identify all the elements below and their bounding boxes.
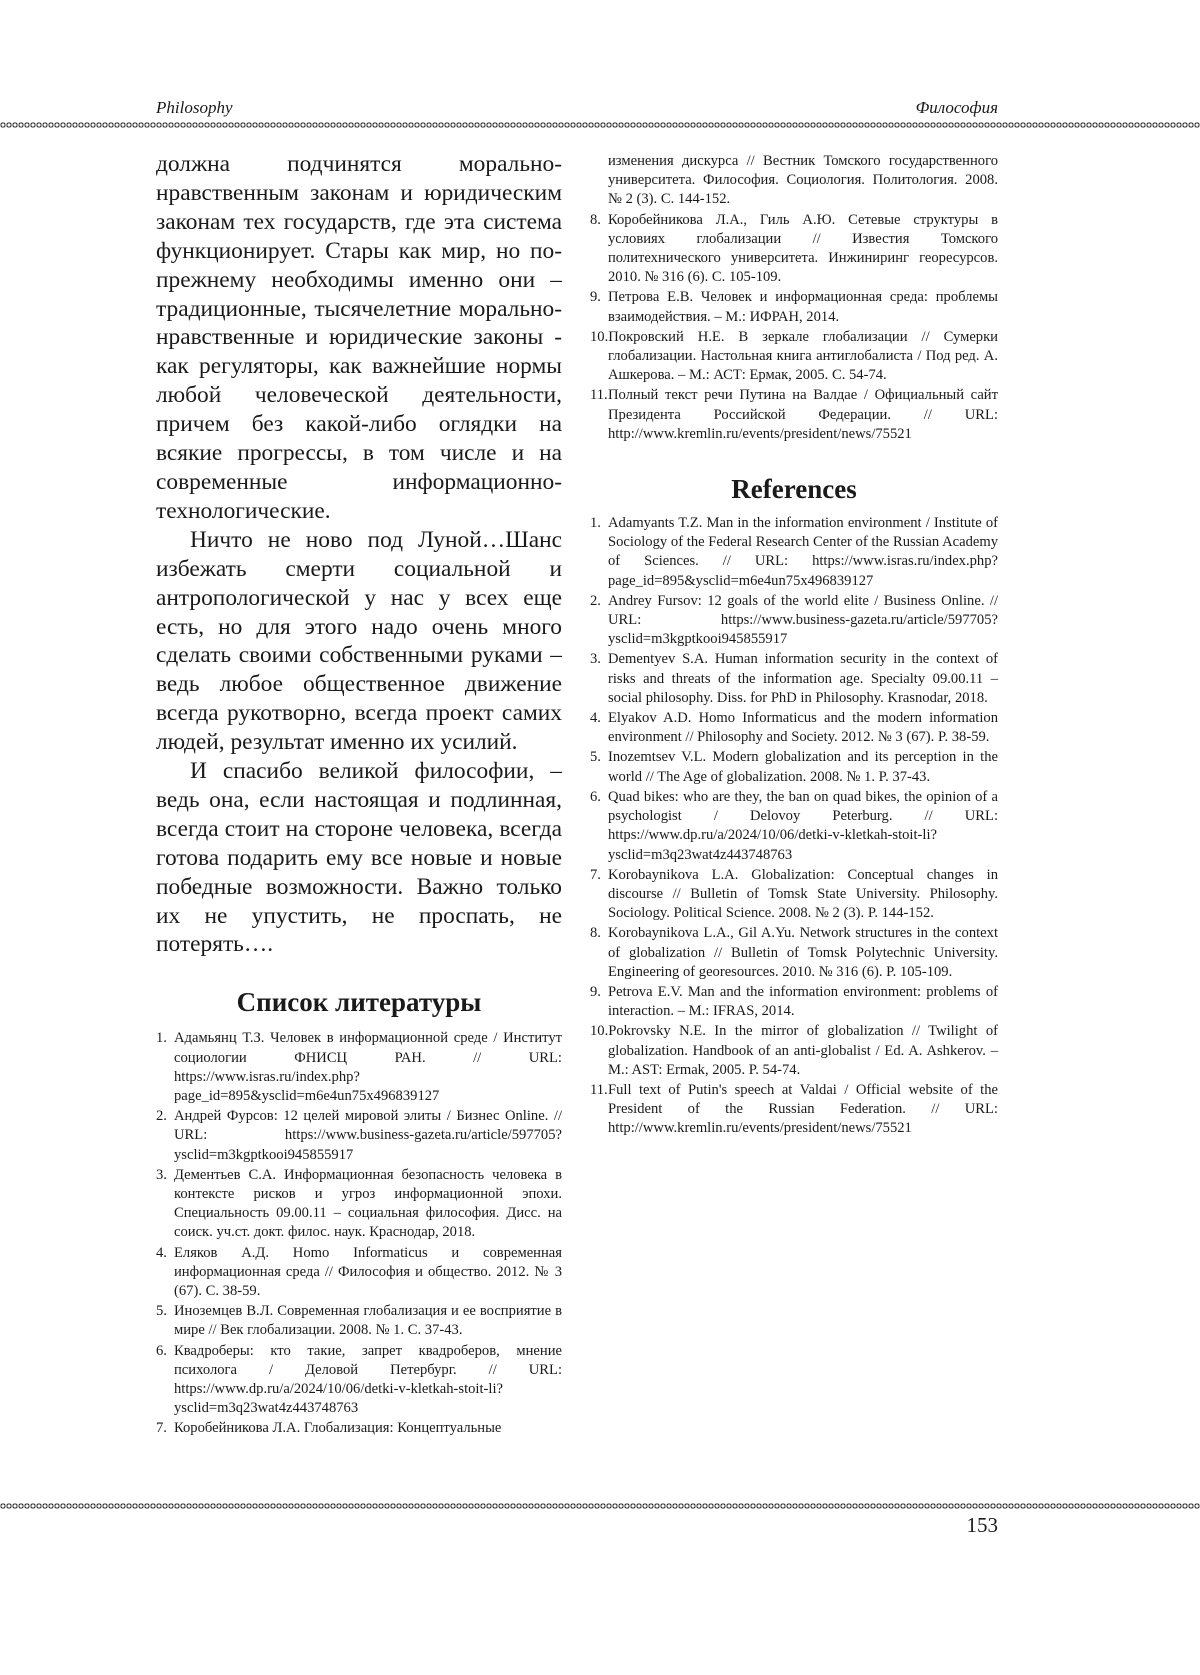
reference-text: Petrova E.V. Man and the information environment: problems of interaction. – M.: IFRAS, 2014. [608, 983, 998, 1020]
reference-number: 10. [590, 328, 609, 345]
reference-number: 4. [156, 1244, 167, 1261]
reference-number: 1. [590, 515, 601, 532]
russian-references-title: Список литературы [236, 987, 482, 1018]
reference-item [590, 709, 998, 747]
reference-number: 7. [156, 1420, 167, 1437]
reference-text: Петрова Е.В. Человек и информационная среда: проблемы взаимодействия. – М.: ИФРАН, 2014. [608, 289, 998, 325]
russian-references-list [156, 1029, 562, 1438]
reference-text: Квадроберы: кто такие, запрет квадроберов, мнение психолога / Деловой Петербург. // URL: https://www.dp.ru/a/2024/10/06/detki-v-kletkah-stoit-li?ysclid=m3q23wat4z443748763 [174, 1342, 562, 1417]
english-references-list [590, 514, 998, 1139]
reference-number: 8. [590, 211, 601, 228]
reference-item [590, 288, 998, 326]
reference-text: Еляков А.Д. Homo Informaticus и современная информационная среда // Философия и общество. 2012. № 3 (67). С. 38-59. [174, 1244, 562, 1300]
reference-text: Pokrovsky N.E. In the mirror of globalization // Twilight of globalization. Handbook of an anti-globalist / Ed. A. Ashkerov. – M.: AST: Ermak, 2005. P. 54-74. [608, 1023, 998, 1078]
reference-text: Покровский Н.Е. В зеркале глобализации // Сумерки глобализации. Настольная книга антиглобалиста / Под ред. А. Ашкерова. – М.: АСТ: Ермак, 2005. С. 54-74. [608, 328, 998, 384]
reference-number: 5. [156, 1303, 167, 1320]
reference-item [156, 1342, 562, 1419]
reference-item [590, 328, 998, 386]
reference-item [590, 650, 998, 708]
reference-text: Иноземцев В.Л. Современная глобализация и ее восприятие в мире // Век глобализации. 2008. № 1. С. 37-43. [174, 1303, 562, 1339]
reference-item [156, 1029, 562, 1106]
body-text [156, 150, 562, 959]
reference-item [590, 1081, 998, 1139]
reference-text: Коробейникова Л.А. Глобализация: Концептуальные [174, 1420, 502, 1437]
reference-item [590, 386, 998, 444]
reference-item [590, 592, 998, 650]
reference-item [590, 514, 998, 591]
reference-number: 8. [590, 925, 601, 942]
reference-item [590, 866, 998, 924]
reference-text: Dementyev S.A. Human information security in the context of risks and threats of the information age. Specialty 09.00.11 – social philosophy. Diss. for PhD in Philosophy. Krasnodar, 2018. [608, 651, 998, 706]
reference-text: Inozemtsev V.L. Modern globalization and its perception in the world // The Age of globalization. 2008. № 1. P. 37-43. [608, 749, 998, 785]
reference-item [590, 924, 998, 982]
reference-text: Korobaynikova L.A., Gil A.Yu. Network structures in the context of globalization // Bulletin of Tomsk Polytechnic University. Engineering of georesources. 2010. № 316 (6). P. 105-109. [608, 925, 998, 980]
reference-number: 5. [590, 749, 601, 766]
body-paragraph: должна подчинятся морально-нравственным законам и юридическим законам тех государств, где эта система функционирует. Стары как мир, но по-прежнему необходимы именно они – традиционные, тысячелетние морально-нравственные и юридические законы - как регуляторы, как важнейшие нормы любой человеческой деятельности, причем без какой-либо оглядки на всякие прогрессы, в том числе и на современные информационно-технологические. [156, 151, 562, 524]
page-number: 153 [966, 1513, 998, 1537]
reference-number: 4. [590, 710, 601, 727]
reference-text: Дементьев С.А. Информационная безопасность человека в контексте рисков и угроз информационной эпохи. Специальность 09.00.11 – социальная философия. Дисс. на соиск. уч.ст. докт. филос. наук. Краснодар, 2018. [174, 1166, 562, 1241]
reference-text: Andrey Fursov: 12 goals of the world elite / Business Online. // URL: https://www.business-gazeta.ru/article/597705?ysclid=m3kgptkooi945855917 [608, 592, 998, 648]
body-paragraph: И спасибо великой философии, – ведь она, если настоящая и подлинная, всегда стоит на стороне человека, всегда готова подарить ему все новые и новые победные возможности. Важно только их не упустить, не проспать, не потерять…. [156, 758, 562, 958]
references-title: References [731, 474, 857, 505]
reference-number: 1. [156, 1030, 167, 1047]
reference-item [590, 1022, 998, 1080]
reference-item [156, 1166, 562, 1243]
header-left-title: Philosophy [156, 98, 233, 117]
reference-item-continuation: изменения дискурса // Вестник Томского государственного университета. Философия. Социология. Политология. 2008. № 2 (3). С. 144-152. [608, 153, 998, 208]
reference-item [590, 788, 998, 865]
russian-references-list-continued [590, 152, 998, 444]
reference-number: 3. [590, 651, 601, 668]
reference-number: 2. [590, 592, 601, 609]
reference-number: 6. [156, 1342, 167, 1359]
reference-number: 10. [590, 1023, 609, 1040]
reference-text: Полный текст речи Путина на Валдае / Официальный сайт Президента Российской Федерации. // URL: http://www.kremlin.ru/events/president/news/75521 [608, 387, 998, 442]
reference-number: 3. [156, 1166, 167, 1183]
reference-number: 2. [156, 1108, 167, 1125]
reference-text: Коробейникова Л.А., Гиль А.Ю. Сетевые структуры в условиях глобализации // Известия Томского политехнического университета. Инжиниринг георесурсов. 2010. № 316 (6). С. 105-109. [608, 211, 998, 286]
reference-text: Андрей Фурсов: 12 целей мировой элиты / Бизнес Online. // URL: https://www.business-gazeta.ru/article/597705?ysclid=m3kgptkooi945855917 [174, 1108, 562, 1163]
reference-number: 11. [590, 387, 608, 404]
bottom-ornament-rule [0, 1502, 1200, 1510]
reference-text: Адамьянц Т.З. Человек в информационной среде / Институт социологии ФНИСЦ РАН. // URL: https://www.isras.ru/index.php?page_id=895&ysclid=m6e4un75x496839127 [174, 1030, 562, 1104]
reference-item [590, 748, 998, 786]
reference-item [590, 983, 998, 1021]
reference-item [156, 1302, 562, 1340]
reference-item [156, 1419, 562, 1438]
top-ornament-rule [0, 121, 1200, 129]
body-paragraph: Ничто не ново под Луной…Шанс избежать смерти социальной и антропологической у нас у всех еще есть, но для этого надо очень много сделать своими собственными руками – ведь любое общественное движение всегда рукотворно, всегда проект самих людей, результат именно их усилий. [156, 526, 562, 756]
reference-text: Korobaynikova L.A. Globalization: Conceptual changes in discourse // Bulletin of Tomsk State University. Philosophy. Sociology. Political Science. 2008. № 2 (3). P. 144-152. [608, 866, 998, 922]
reference-item [590, 211, 998, 288]
reference-number: 6. [590, 788, 601, 805]
reference-text: Adamyants T.Z. Man in the information environment / Institute of Sociology of the Federal Research Center of the Russian Academy of Sciences. // URL: https://www.isras.ru/index.php?page_id=895&ysclid=m6e4un75x496839127 [608, 515, 998, 589]
reference-text: Elyakov A.D. Homo Informaticus and the modern information environment // Philosophy and Society. 2012. № 3 (67). P. 38-59. [608, 710, 998, 746]
left-column [156, 150, 562, 1440]
reference-number: 7. [590, 866, 601, 883]
header-right-title: Философия [915, 98, 998, 117]
right-column [590, 152, 998, 1140]
reference-number: 9. [590, 289, 601, 306]
reference-item [156, 1107, 562, 1165]
reference-item [156, 1244, 562, 1302]
reference-text: Quad bikes: who are they, the ban on quad bikes, the opinion of a psychologist / Delovoy Peterburg. // URL: https://www.dp.ru/a/2024/10/06/detki-v-kletkah-stoit-li?ysclid=m3q23wat4z443748763 [608, 788, 998, 863]
reference-number: 11. [590, 1081, 608, 1098]
running-header [156, 98, 998, 118]
reference-number: 9. [590, 983, 601, 1000]
reference-text: Full text of Putin's speech at Valdai / Official website of the President of the Russian Federation. // URL: http://www.kremlin.ru/events/president/news/75521 [608, 1081, 998, 1137]
